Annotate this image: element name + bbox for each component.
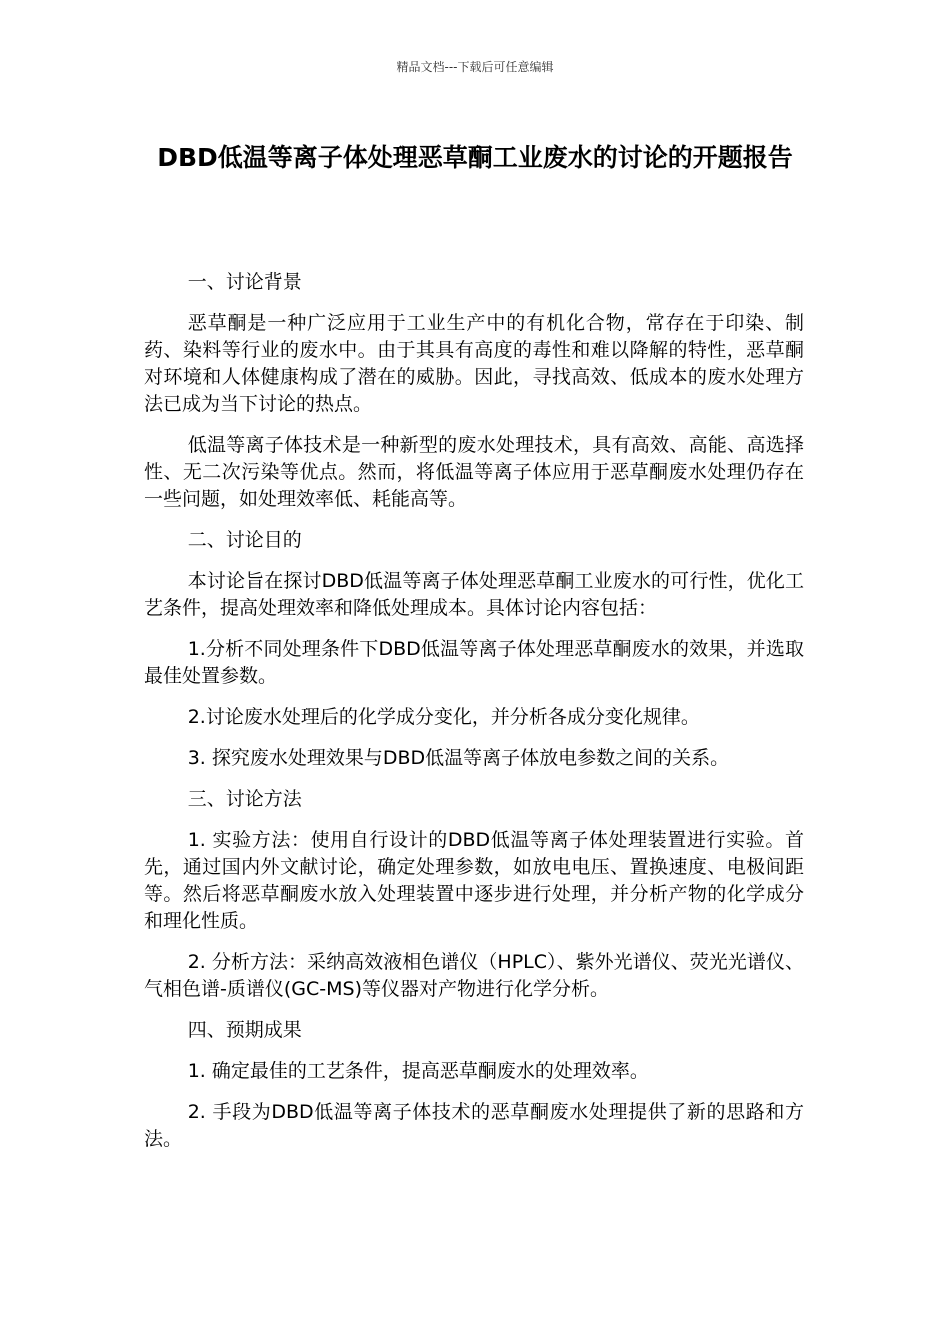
list-item: 3. 探究废水处理效果与DBD低温等离子体放电参数之间的关系。 [187, 747, 730, 769]
list-item: 2. 手段为DBD低温等离子体技术的恶草酮废水处理提供了新的思路和方法。 [144, 1101, 804, 1150]
list-item: 2. 分析方法：采纳高效液相色谱仪（HPLC）、紫外光谱仪、荧光光谱仪、气相色谱-质谱仪(GC-MS)等仪器对产物进行化学分析。 [144, 951, 804, 1000]
document-body [144, 269, 804, 1167]
document-title: DBD低温等离子体处理恶草酮工业废水的讨论的开题报告 [157, 143, 793, 172]
paragraph: 低温等离子体技术是一种新型的废水处理技术，具有高效、高能、高选择性、无二次污染等优点。然而，将低温等离子体应用于恶草酮废水处理仍存在一些问题，如处理效率低、耗能高等。 [144, 434, 804, 510]
list-item: 1. 实验方法：使用自行设计的DBD低温等离子体处理装置进行实验。首先，通过国内外文献讨论，确定处理参数，如放电电压、置换速度、电极间距等。然后将恶草酮废水放入处理装置中逐步进行处理，并分析产物的化学成分和理化性质。 [144, 829, 804, 932]
list-item: 1. 确定最佳的工艺条件，提高恶草酮废水的处理效率。 [187, 1060, 649, 1082]
section-heading-background: 一、讨论背景 [187, 271, 302, 293]
paragraph: 本讨论旨在探讨DBD低温等离子体处理恶草酮工业废水的可行性，优化工艺条件，提高处理效率和降低处理成本。具体讨论内容包括： [144, 570, 804, 619]
paragraph: 恶草酮是一种广泛应用于工业生产中的有机化合物，常存在于印染、制药、染料等行业的废水中。由于其具有高度的毒性和难以降解的特性，恶草酮对环境和人体健康构成了潜在的威胁。因此，寻找高效、低成本的废水处理方法已成为当下讨论的热点。 [144, 312, 804, 415]
section-heading-purpose: 二、讨论目的 [187, 529, 302, 551]
section-heading-methods: 三、讨论方法 [187, 788, 302, 810]
list-item: 1.分析不同处理条件下DBD低温等离子体处理恶草酮废水的效果，并选取最佳处置参数。 [144, 638, 804, 687]
section-heading-results: 四、预期成果 [187, 1019, 302, 1041]
header-note: 精品文档---下载后可任意编辑 [396, 60, 554, 74]
list-item: 2.讨论废水处理后的化学成分变化，并分析各成分变化规律。 [187, 706, 700, 728]
